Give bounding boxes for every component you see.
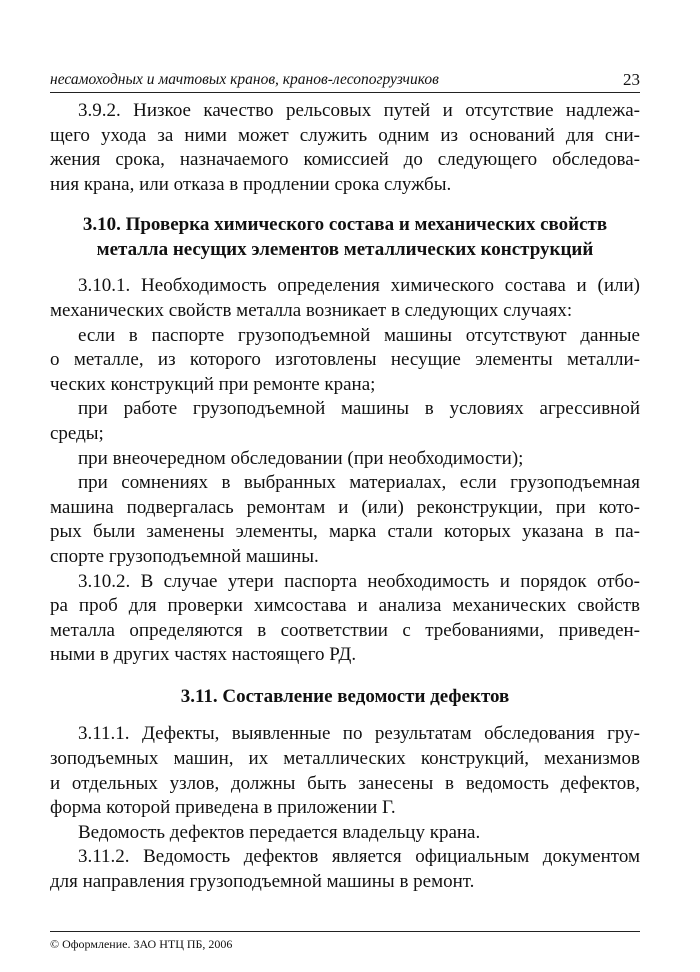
header-rule [50,92,640,93]
text-line: форма которой приведена в приложении Г. [50,797,396,819]
text-line: для направления грузоподъемной машины в ремонт. [50,870,475,892]
paragraph-3-11-2 [50,845,640,894]
list-item-material-doubts [50,471,640,569]
text-line: 3.10.2. В случае утери паспорта необходимость и порядок отбо- [78,570,640,592]
text-line: ческих конструкций при ремонте крана; [50,373,376,395]
paragraph-3-10-2 [50,570,640,668]
running-header [50,70,640,90]
list-item-aggressive-environment [50,397,640,446]
text-line: 3.10.1. Необходимость определения химического состава и (или) [78,275,640,297]
section-heading-3-10 [50,213,640,262]
page-number: 23 [623,70,640,89]
section-heading-3-11: 3.11. Составление ведомости дефектов [180,685,510,707]
text-line: рых были заменены элементы, марка стали которых указана в па- [50,521,640,543]
footer-rule [50,931,640,932]
text-line: спорте грузоподъемной машины. [50,545,319,567]
text-line: механических свойств металла возникает в следующих случаях: [50,299,573,321]
text-line: машина подвергалась ремонтам и (или) реконструкции, при кото- [50,496,640,518]
text-line: зоподъемных машин, их металлических конструкций, механизмов [50,747,640,769]
text-line: ными в других частях настоящего РД. [50,644,357,666]
paragraph-3-9-2 [50,99,640,197]
text-line: жения срока, назначаемого комиссией до следующего обследова- [50,149,640,171]
footer-copyright: © Оформление. ЗАО НТЦ ПБ, 2006 [50,937,233,951]
text-line: ра проб для проверки химсостава и анализа механических свойств [50,595,640,617]
page-body [50,99,640,895]
text-line: щего ухода за ними может служить одним из оснований для сни- [50,124,640,146]
text-line: 3.11.1. Дефекты, выявленные по результатам обследования гру- [78,723,640,745]
text-line: при сомнениях в выбранных материалах, если грузоподъемная [78,472,640,494]
text-line: если в паспорте грузоподъемной машины отсутствуют данные [78,324,640,346]
text-line: при внеочередном обследовании (при необходимости); [78,447,524,469]
text-line: ния крана, или отказа в продлении срока службы. [50,173,452,195]
text-line: и отдельных узлов, должны быть занесены в ведомость дефектов, [50,772,640,794]
paragraph-defects-list-owner [50,821,640,846]
text-line: 3.11.2. Ведомость дефектов является официальным документом [78,846,640,868]
heading-line: металла несущих элементов металлических конструкций [96,238,594,260]
list-item-extraordinary-inspection [50,447,640,472]
running-title: несамоходных и мачтовых кранов, кранов-лесопогрузчиков [50,71,439,88]
list-item-no-passport-data [50,324,640,398]
paragraph-3-10-1 [50,274,640,323]
paragraph-3-11-1 [50,722,640,820]
text-line: Ведомость дефектов передается владельцу крана. [78,821,481,843]
heading-line: 3.10. Проверка химического состава и механических свойств [82,214,608,236]
text-line: при работе грузоподъемной машины в условиях агрессивной [78,398,640,420]
text-line: о металле, из которого изготовлены несущие элементы металли- [50,349,640,371]
text-line: 3.9.2. Низкое качество рельсовых путей и отсутствие надлежа- [78,100,640,121]
text-line: среды; [50,422,104,444]
text-line: металла определяются в соответствии с требованиями, приведен- [50,619,640,641]
